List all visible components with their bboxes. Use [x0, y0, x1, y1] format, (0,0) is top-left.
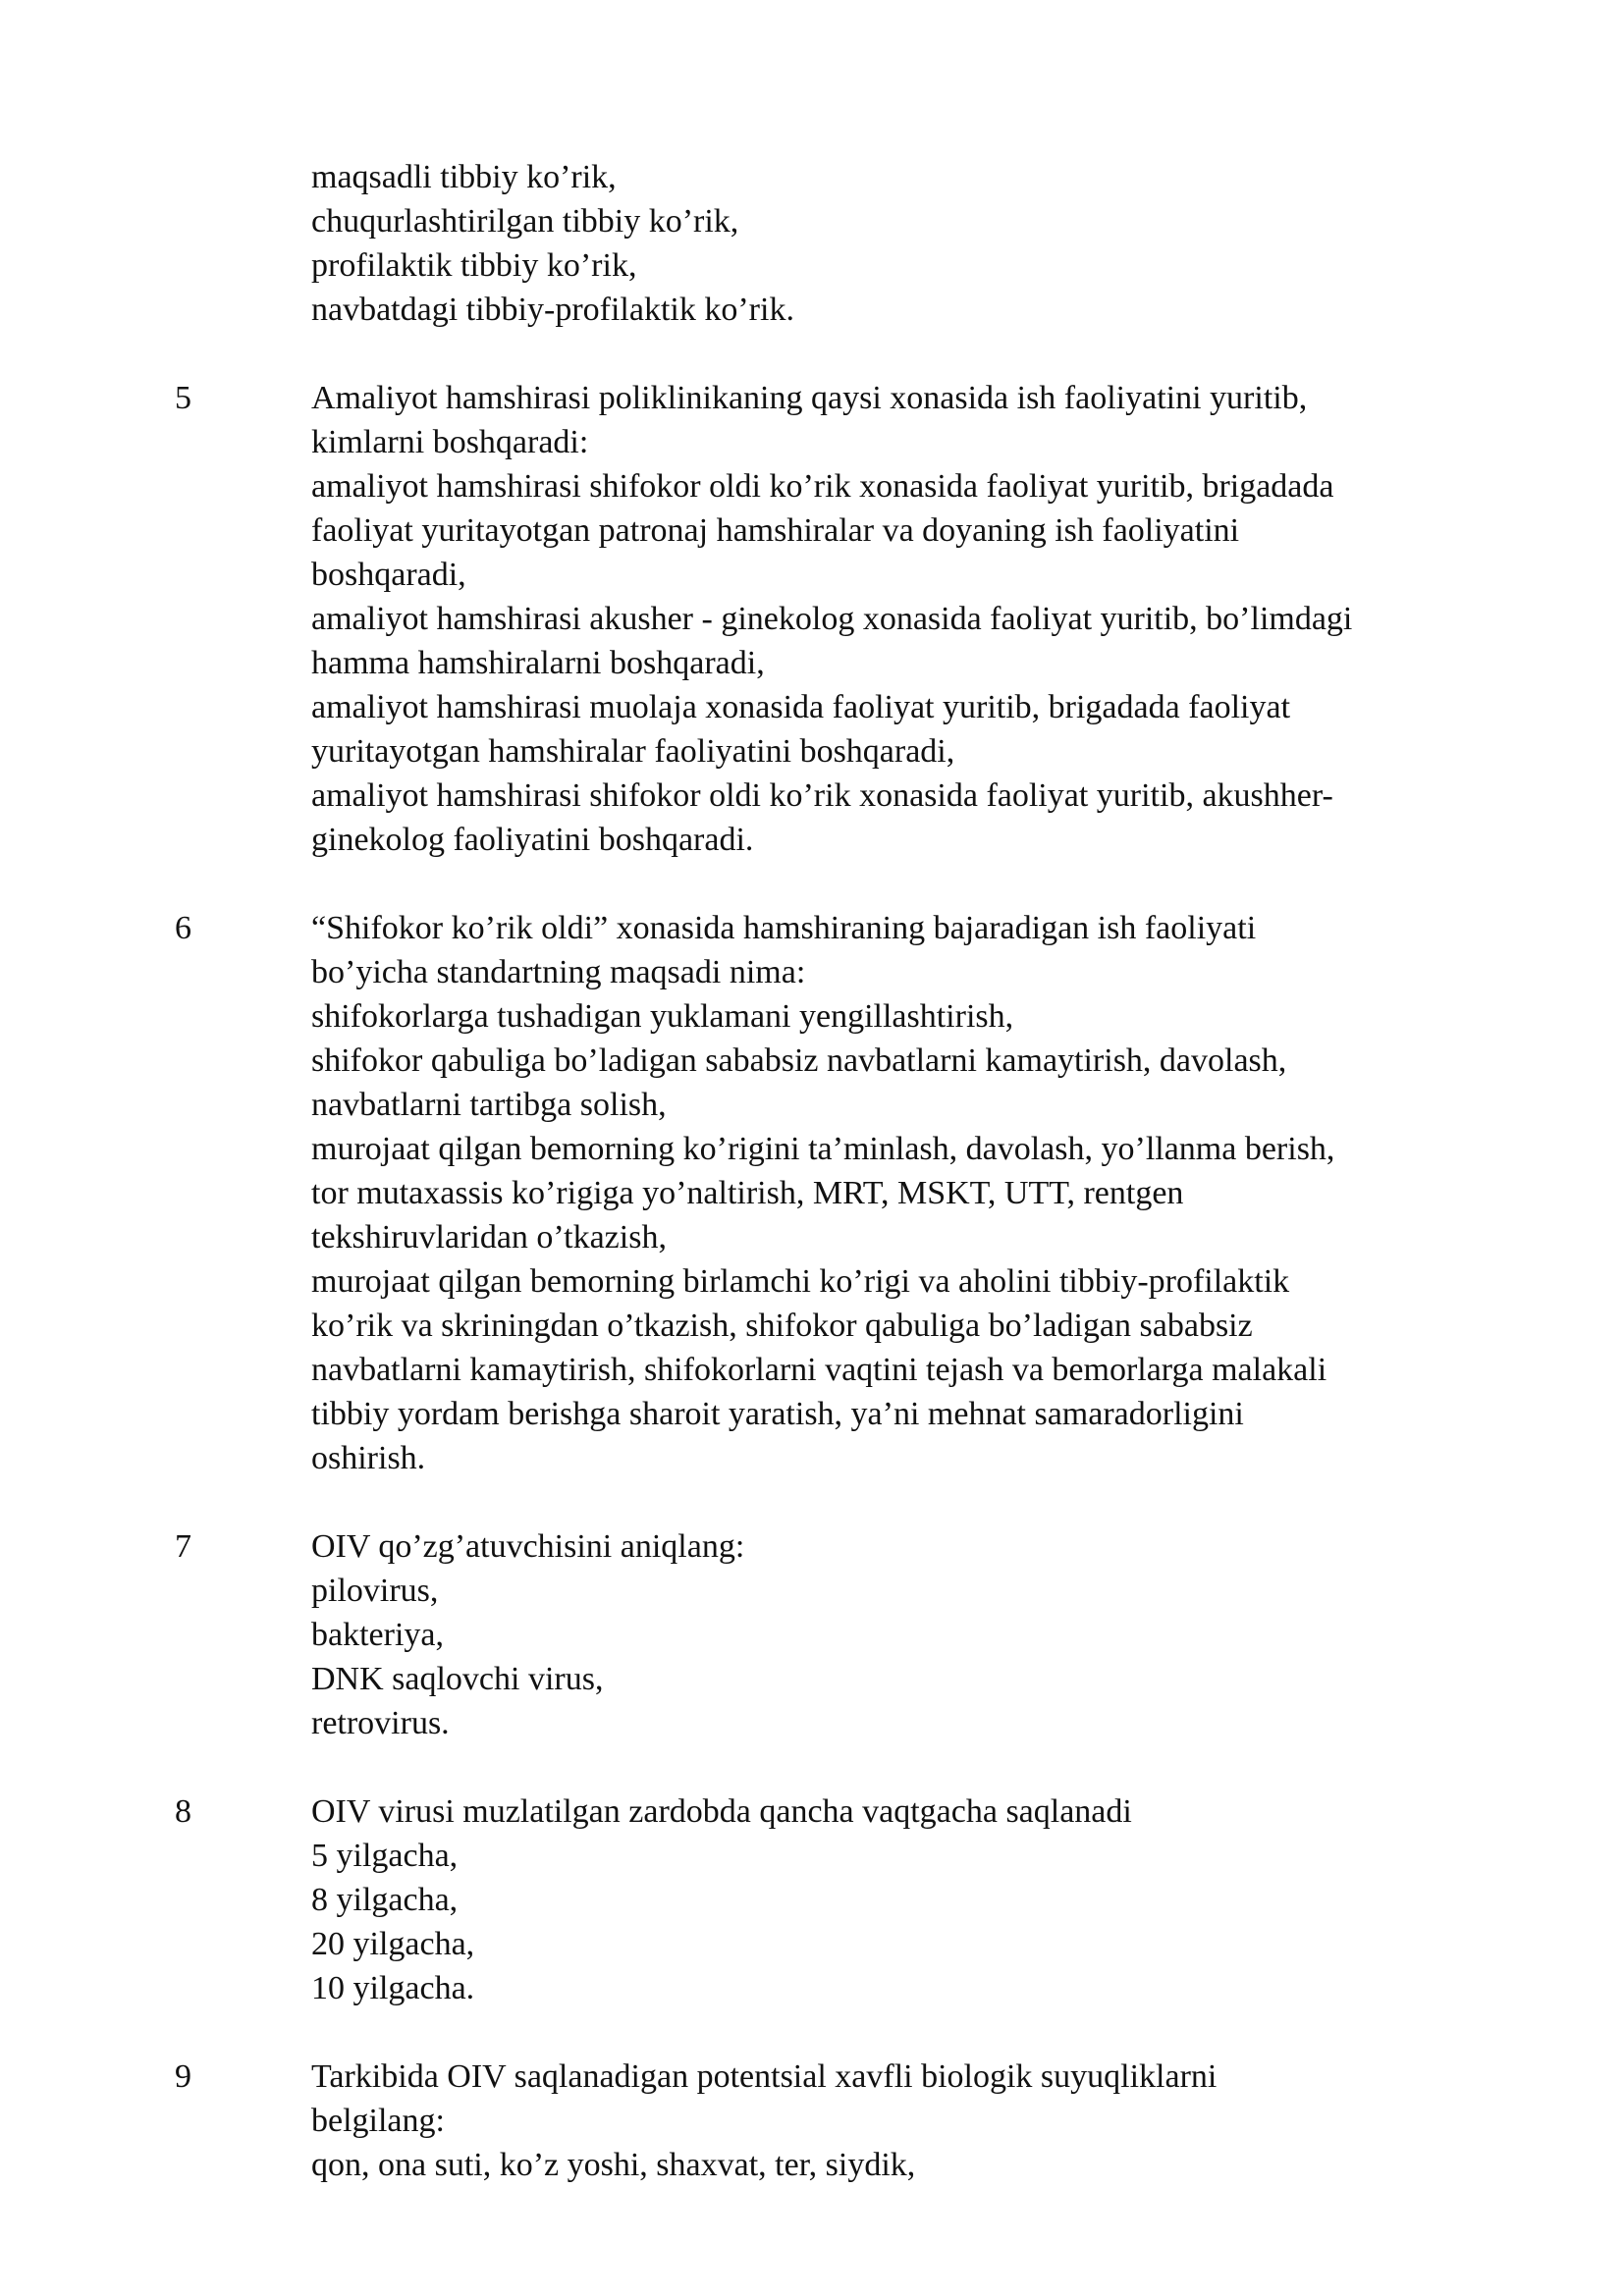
- answer-option-line: oshirish.: [311, 1440, 426, 1476]
- question-5: [0, 376, 1624, 862]
- question-body: [311, 2055, 1624, 2187]
- question-number: 8: [175, 1793, 191, 1830]
- answer-option-line: amaliyot hamshirasi akusher - ginekolog xonasida faoliyat yuritib, bo’limdagi: [311, 601, 1353, 637]
- question-number: 6: [175, 910, 191, 946]
- answer-option: 5 yilgacha,: [311, 1838, 459, 1874]
- answer-option-line: amaliyot hamshirasi shifokor oldi ko’rik xonasida faoliyat yuritib, brigadada: [311, 468, 1334, 505]
- question-9: [0, 2055, 1624, 2187]
- question-8: [0, 1789, 1624, 2010]
- answer-option-line: shifokor qabuliga bo’ladigan sababsiz navbatlarni kamaytirish, davolash,: [311, 1042, 1287, 1079]
- question-text-line: OIV virusi muzlatilgan zardobda qancha vaqtgacha saqlanadi: [311, 1793, 1132, 1830]
- answer-option: retrovirus.: [311, 1705, 450, 1741]
- answer-option-line: murojaat qilgan bemorning birlamchi ko’rigi va aholini tibbiy-profilaktik: [311, 1263, 1290, 1300]
- question-text-line: Tarkibida OIV saqlanadigan potentsial xavfli biologik suyuqliklarni: [311, 2058, 1218, 2095]
- question-text-line: “Shifokor ko’rik oldi” xonasida hamshiraning bajaradigan ish faoliyati: [311, 910, 1257, 946]
- question-text-line: belgilang:: [311, 2103, 445, 2139]
- answer-option: navbatdagi tibbiy-profilaktik ko’rik.: [311, 292, 794, 328]
- answer-option: bakteriya,: [311, 1617, 444, 1653]
- answer-option: qon, ona suti, ko’z yoshi, shaxvat, ter, siydik,: [311, 2147, 916, 2183]
- question-body: [311, 1524, 1624, 1745]
- answer-option-line: hamma hamshiralarni boshqaradi,: [311, 645, 765, 681]
- answer-option-line: murojaat qilgan bemorning ko’rigini ta’minlash, davolash, yo’llanma berish,: [311, 1131, 1335, 1167]
- answer-option-line: yuritayotgan hamshiralar faoliyatini boshqaradi,: [311, 733, 955, 770]
- answer-option-line: amaliyot hamshirasi muolaja xonasida faoliyat yuritib, brigadada faoliyat: [311, 689, 1291, 725]
- answer-option-line: faoliyat yuritayotgan patronaj hamshiralar va doyaning ish faoliyatini: [311, 512, 1240, 549]
- question-number: 9: [175, 2058, 191, 2095]
- answer-option: 20 yilgacha,: [311, 1926, 475, 1962]
- answer-option-line: tekshiruvlaridan o’tkazish,: [311, 1219, 667, 1255]
- answer-option-line: shifokorlarga tushadigan yuklamani yengillashtirish,: [311, 998, 1014, 1035]
- question-number: 5: [175, 380, 191, 416]
- answer-option: maqsadli tibbiy ko’rik,: [311, 159, 617, 195]
- question-body: [311, 376, 1624, 862]
- answer-option: profilaktik tibbiy ko’rik,: [311, 247, 637, 284]
- answer-option-line: navbatlarni tartibga solish,: [311, 1087, 667, 1123]
- question-text-line: Amaliyot hamshirasi poliklinikaning qaysi xonasida ish faoliyatini yuritib,: [311, 380, 1308, 416]
- answer-option-line: amaliyot hamshirasi shifokor oldi ko’rik xonasida faoliyat yuritib, akushher-: [311, 777, 1333, 814]
- answer-option-line: navbatlarni kamaytirish, shifokorlarni vaqtini tejash va bemorlarga malakali: [311, 1352, 1327, 1388]
- answer-option-line: boshqaradi,: [311, 557, 466, 593]
- question-body: [311, 1789, 1624, 2010]
- answer-option: DNK saqlovchi virus,: [311, 1661, 604, 1697]
- question-text-line: kimlarni boshqaradi:: [311, 424, 589, 460]
- answer-option: 8 yilgacha,: [311, 1882, 459, 1918]
- answer-option-line: ko’rik va skriningdan o’tkazish, shifokor qabuliga bo’ladigan sababsiz: [311, 1308, 1253, 1344]
- answer-option-line: tor mutaxassis ko’rigiga yo’naltirish, MRT, MSKT, UTT, rentgen: [311, 1175, 1184, 1211]
- answer-option: pilovirus,: [311, 1573, 439, 1609]
- intro-options: [311, 155, 1624, 332]
- question-text-line: bo’yicha standartning maqsadi nima:: [311, 954, 806, 990]
- question-number: 7: [175, 1528, 191, 1565]
- question-7: [0, 1524, 1624, 1745]
- question-text-line: OIV qo’zg’atuvchisini aniqlang:: [311, 1528, 745, 1565]
- answer-option-line: tibbiy yordam berishga sharoit yaratish, ya’ni mehnat samaradorligini: [311, 1396, 1244, 1432]
- question-6: [0, 906, 1624, 1480]
- answer-option: 10 yilgacha.: [311, 1970, 475, 2006]
- question-body: [311, 906, 1624, 1480]
- answer-option: chuqurlashtirilgan tibbiy ko’rik,: [311, 203, 739, 240]
- answer-option-line: ginekolog faoliyatini boshqaradi.: [311, 822, 754, 858]
